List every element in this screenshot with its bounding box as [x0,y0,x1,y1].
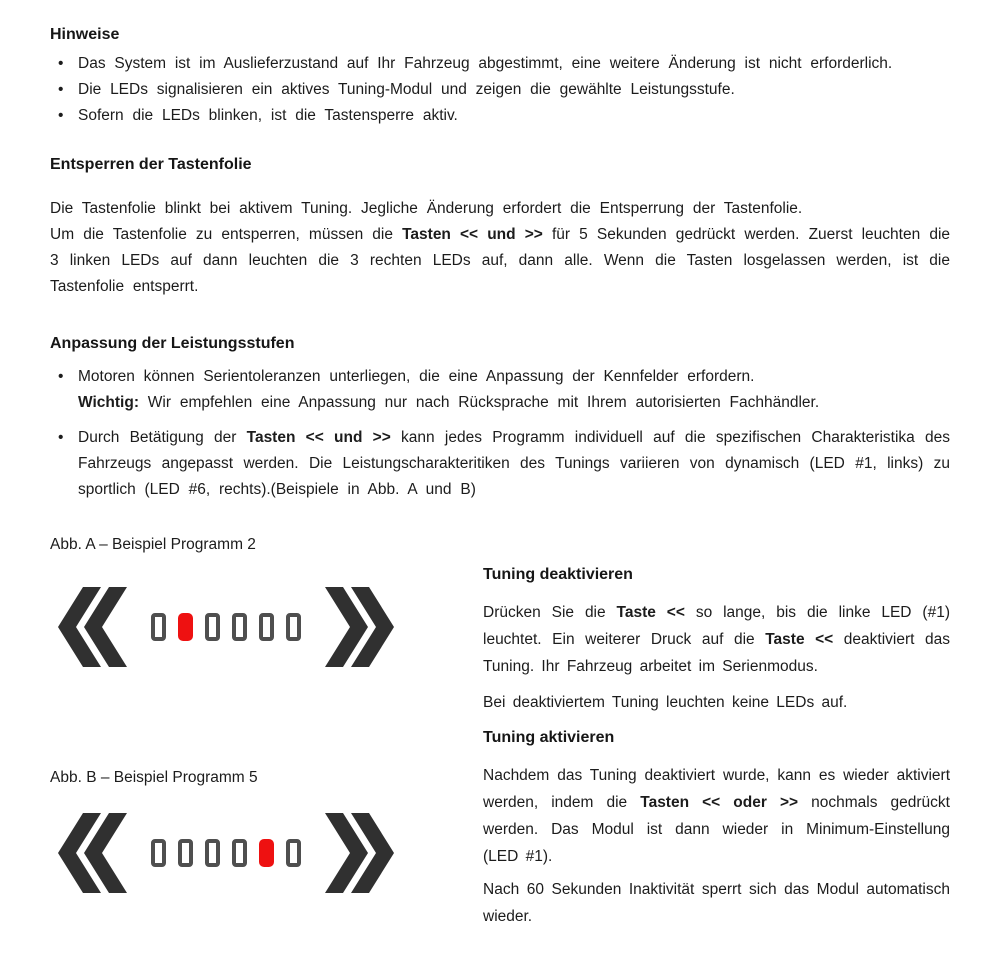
bullet-text: Das System ist im Auslieferzustand auf Ihr Fahrzeug abgestimmt, eine weitere Änderung ist nicht erforderlich. [78,55,893,72]
double-chevron-left-icon [58,587,127,667]
paragraph-tuning-aktivieren: Nachdem das Tuning deaktiviert wurde, kann es wieder aktiviert werden, indem die Tasten << oder >> nochmals gedrückt werden. Das Modul ist dann wieder in Minimum-Einstellung (LED #1). [483,767,950,865]
led-strip [151,613,301,641]
figure-b-label: Abb. B – Beispiel Programm 5 [50,769,258,786]
bullet-marker: • [58,429,64,446]
bullet-text: Motoren können Serientoleranzen unterliegen, die eine Anpassung der Kennfelder erfordern. Wichtig: Wir empfehlen eine Anpassung nur nach Rücksprache mit Ihrem autorisierten Fachhändler. [78,368,820,411]
list-item [50,364,950,416]
bullet-marker: • [58,55,64,72]
led-box [232,613,247,641]
hinweise-bullet-list [50,51,950,129]
section-heading-entsperren: Entsperren der Tastenfolie [50,156,252,173]
paragraph-entsperren: Die Tastenfolie blinkt bei aktivem Tuning. Jegliche Änderung erfordert die Entsperrung der Tastenfolie. Um die Tastenfolie zu entsperren, müssen die Tasten << und >> für 5 Sekunden gedrückt werden. Zuerst leuchten die 3 linken LEDs auf dann leuchten die 3 rechten LEDs auf, dann alle. Wenn die Tasten losgelassen werden, ist die Tastenfolie entsperrt. [50,200,951,295]
bullet-text: Die LEDs signalisieren ein aktives Tuning-Modul und zeigen die gewählte Leistungsstufe. [78,81,735,98]
bullet-marker: • [58,81,64,98]
led-box [151,613,166,641]
led-strip [151,839,301,867]
right-instruction-column [483,527,950,930]
paragraph-auto-lock: Nach 60 Sekunden Inaktivität sperrt sich das Modul automatisch wieder. [483,881,950,925]
section-heading-hinweise: Hinweise [50,26,120,43]
section-heading-tuning-aktivieren: Tuning aktivieren [483,729,615,746]
led-box [205,613,220,641]
bullet-text: Sofern die LEDs blinken, ist die Tastensperre aktiv. [78,107,458,124]
figure-a-label: Abb. A – Beispiel Programm 2 [50,536,256,553]
figure-b-led-graphic [58,813,394,893]
figure-a-led-graphic [58,587,394,667]
anpassung-bullet-list [50,364,950,503]
bullet-text: Durch Betätigung der Tasten << und >> kann jedes Programm individuell auf die spezifischen Charakteristika des Fahrzeugs angepasst werden. Die Leistungscharakteritiken des Tunings variieren von dynamisch (LED #1, links) zu sportlich (LED #6, rechts).(Beispiele in Abb. A und B) [78,429,950,498]
double-chevron-right-icon [325,813,394,893]
double-chevron-right-icon [325,587,394,667]
led-box [259,613,274,641]
list-item [50,51,950,77]
led-box [232,839,247,867]
figures-and-instructions-area [50,527,950,937]
led-box-active [259,839,274,867]
section-heading-tuning-deaktivieren: Tuning deaktivieren [483,566,633,583]
section-heading-anpassung: Anpassung der Leistungsstufen [50,335,295,352]
bullet-marker: • [58,107,64,124]
list-item [50,77,950,103]
led-box [205,839,220,867]
paragraph-no-leds: Bei deaktiviertem Tuning leuchten keine LEDs auf. [483,694,848,711]
led-box-active [178,613,193,641]
bullet-marker: • [58,368,64,385]
led-box [151,839,166,867]
led-box [178,839,193,867]
double-chevron-left-icon [58,813,127,893]
list-item [50,103,950,129]
led-box [286,613,301,641]
led-box [286,839,301,867]
paragraph-tuning-deaktivieren: Drücken Sie die Taste << so lange, bis die linke LED (#1) leuchtet. Ein weiterer Druck auf die Taste << deaktiviert das Tuning. Ihr Fahrzeug arbeitet im Serienmodus. [483,604,950,675]
list-item [50,425,950,503]
